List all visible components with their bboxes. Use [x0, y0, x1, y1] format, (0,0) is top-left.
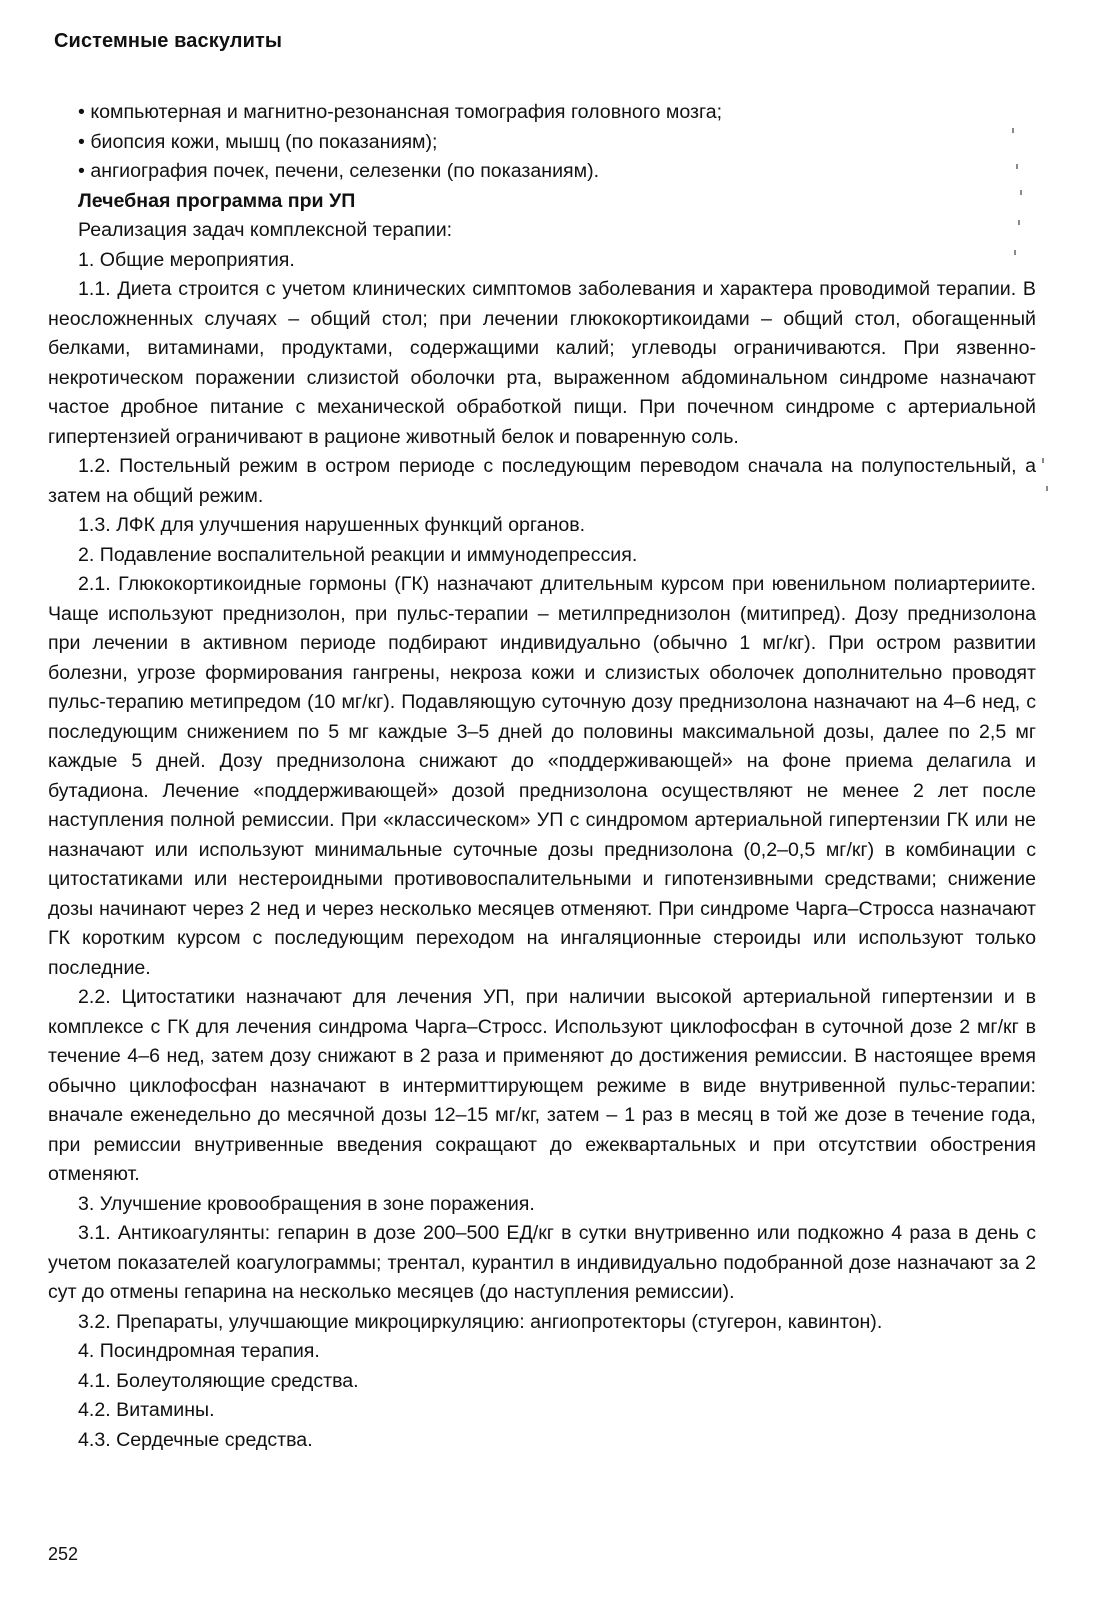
page-body — [48, 98, 1036, 1455]
item-1-3-physio: 1.3. ЛФК для улучшения нарушенных функций органов. — [78, 514, 586, 536]
item-4-1-analgesics: 4.1. Болеутоляющие средства. — [78, 1369, 359, 1392]
bullet-item: • биопсия кожи, мышц (по показаниям); — [48, 128, 1036, 158]
item-3-1-anticoagulants: 3.1. Антикоагулянты: гепарин в дозе 200–500 ЕД/кг в сутки внутривенно или подкожно 4 раза в день с учетом показателей коагулограммы; трентал, курантил в индивидуально подобранной дозе назначают за 2 сут до отмены гепарина на несколько месяцев (до наступления ремиссии). — [48, 1222, 1036, 1303]
item-4-3-cardiac: 4.3. Сердечные средства. — [78, 1428, 313, 1451]
item-3-2-microcirculation: 3.2. Препараты, улучшающие микроциркуляцию: ангиопротекторы (стугерон, кавинтон). — [78, 1310, 883, 1333]
bullet-item: • ангиография почек, печени, селезенки (по показаниям). — [48, 157, 1036, 187]
item-3-circulation: 3. Улучшение кровообращения в зоне поражения. — [78, 1192, 535, 1215]
scan-speck — [1014, 250, 1016, 255]
scan-speck — [1042, 458, 1044, 463]
item-1-general-measures: 1. Общие мероприятия. — [78, 248, 295, 271]
item-4-syndromic-therapy: 4. Посиндромная терапия. — [78, 1340, 320, 1362]
item-2-2-cytostatics: 2.2. Цитостатики назначают для лечения УП, при наличии высокой артериальной гипертензии и в комплексе с ГК для лечения синдрома Чарга–Стросс. Используют циклофосфан в суточной дозе 2 мг/кг в течение 4–6 нед, затем дозу снижают в 2 раза и применяют до достижения ремиссии. В настоящее время обычно циклофосфан назначают в интермиттирующем режиме в виде внутривенной пульс-терапии: вначале еженедельно до месячной дозы 12–15 мг/кг, затем – 1 раз в месяц в той же дозе в течение года, при ремиссии внутривенные введения сокращают до ежеквартальных и при отсутствии обострения отменяют. — [48, 986, 1036, 1185]
item-2-1-glucocorticoids: 2.1. Глюкокортикоидные гормоны (ГК) назначают длительным курсом при ювенильном полиартериите. Чаще используют преднизолон, при пульс-терапии – метилпреднизолон (митипред). Дозу преднизолона при лечении в активном периоде подбирают индивидуально (обычно 1 мг/кг). При остром развитии болезни, угрозе формирования гангрены, некроза кожи и слизистых оболочек дополнительно проводят пульс-терапию метипредом (10 мг/кг). Подавляющую суточную дозу преднизолона назначают на 4–6 нед, с последующим снижением по 5 мг каждые 3–5 дней до половины максимальной дозы, далее по 2,5 мг каждые 5 дней. Дозу преднизолона снижают до «поддерживающей» на фоне приема делагила и бутадиона. Лечение «поддерживающей» дозой преднизолона осуществляют не менее 2 лет после наступления полной ремиссии. При «классическом» УП с синдромом артериальной гипертензии ГК или не назначают или используют минимальные суточные дозы преднизолона (0,2–0,5 мг/кг) в комбинации с цитостатиками или нестероидными противовоспалительными и гипотензивными средствами; снижение дозы начинают через 2 нед и через несколько месяцев отменяют. При синдроме Чарга–Стросса назначают ГК коротким курсом с последующим переходом на ингаляционные стероиды или используют только последние. — [48, 573, 1036, 979]
section-intro: Реализация задач комплексной терапии: — [78, 219, 453, 241]
scan-speck — [1016, 164, 1018, 169]
item-2-immunosuppression: 2. Подавление воспалительной реакции и иммунодепрессия. — [78, 543, 638, 566]
scan-speck — [1020, 190, 1022, 195]
section-heading: Лечебная программа при УП — [78, 189, 356, 212]
item-1-2-bed-rest: 1.2. Постельный режим в остром периоде с последующим переводом сначала на полупостельный, а затем на общий режим. — [48, 455, 1036, 507]
bullet-item: • компьютерная и магнитно-резонансная томография головного мозга; — [48, 98, 1036, 128]
page-number: 252 — [48, 1544, 79, 1564]
item-1-1-diet: 1.1. Диета строится с учетом клинических симптомов заболевания и характера проводимой терапии. В неосложненных случаях – общий стол; при лечении глюкокортикоидами – общий стол, обогащенный белками, витаминами, продуктами, содержащими калий; углеводы ограничиваются. При язвенно-некротическом поражении слизистой оболочки рта, выраженном абдоминальном синдроме назначают частое дробное питание с механической обработкой пищи. При почечном синдроме с артериальной гипертензией ограничивают в рационе животный белок и поваренную соль. — [48, 278, 1036, 448]
running-header: Системные васкулиты — [54, 30, 283, 52]
scan-speck — [1018, 220, 1020, 225]
scan-speck — [1012, 128, 1014, 133]
scan-speck — [1046, 486, 1048, 491]
item-4-2-vitamins: 4.2. Витамины. — [78, 1399, 215, 1421]
